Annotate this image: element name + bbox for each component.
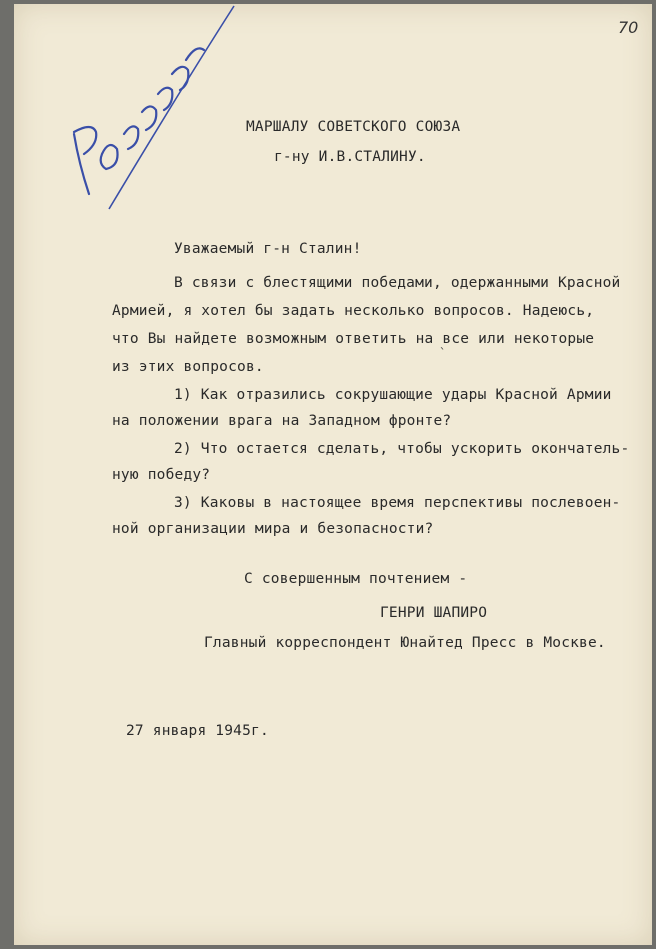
header-line-1: МАРШАЛУ СОВЕТСКОГО СОЮЗА	[246, 119, 461, 135]
page-number: 70	[618, 18, 639, 37]
intro-line: В связи с блестящими победами, одержанными Красной	[174, 275, 621, 291]
question-1-line: на положении врага на Западном фронте?	[112, 413, 452, 429]
intro-line: из этих вопросов.	[112, 359, 264, 375]
closing-regards: С совершенным почтением -	[244, 571, 468, 587]
question-1-line: 1) Как отразились сокрушающие удары Красной Армии	[174, 387, 612, 403]
question-2-line: 2) Что остается сделать, чтобы ускорить окончатель-	[174, 441, 630, 457]
salutation: Уважаемый г-н Сталин!	[174, 241, 362, 257]
question-3-line: 3) Каковы в настоящее время перспективы послевоен-	[174, 495, 621, 511]
closing-name: ГЕНРИ ШАПИРО	[380, 605, 488, 621]
intro-line: что Вы найдете возможным ответить на все или некоторые	[112, 331, 595, 347]
header-line-2: г-ну И.В.СТАЛИНУ.	[274, 149, 426, 165]
stray-mark: `	[439, 346, 447, 360]
document-page	[14, 4, 652, 945]
handwritten-signature	[54, 4, 244, 229]
closing-title: Главный корреспондент Юнайтед Пресс в Москве.	[204, 635, 606, 651]
question-2-line: ную победу?	[112, 467, 211, 483]
question-3-line: ной организации мира и безопасности?	[112, 521, 434, 537]
intro-line: Армией, я хотел бы задать несколько вопросов. Надеюсь,	[112, 303, 595, 319]
document-date: 27 января 1945г.	[126, 723, 269, 739]
